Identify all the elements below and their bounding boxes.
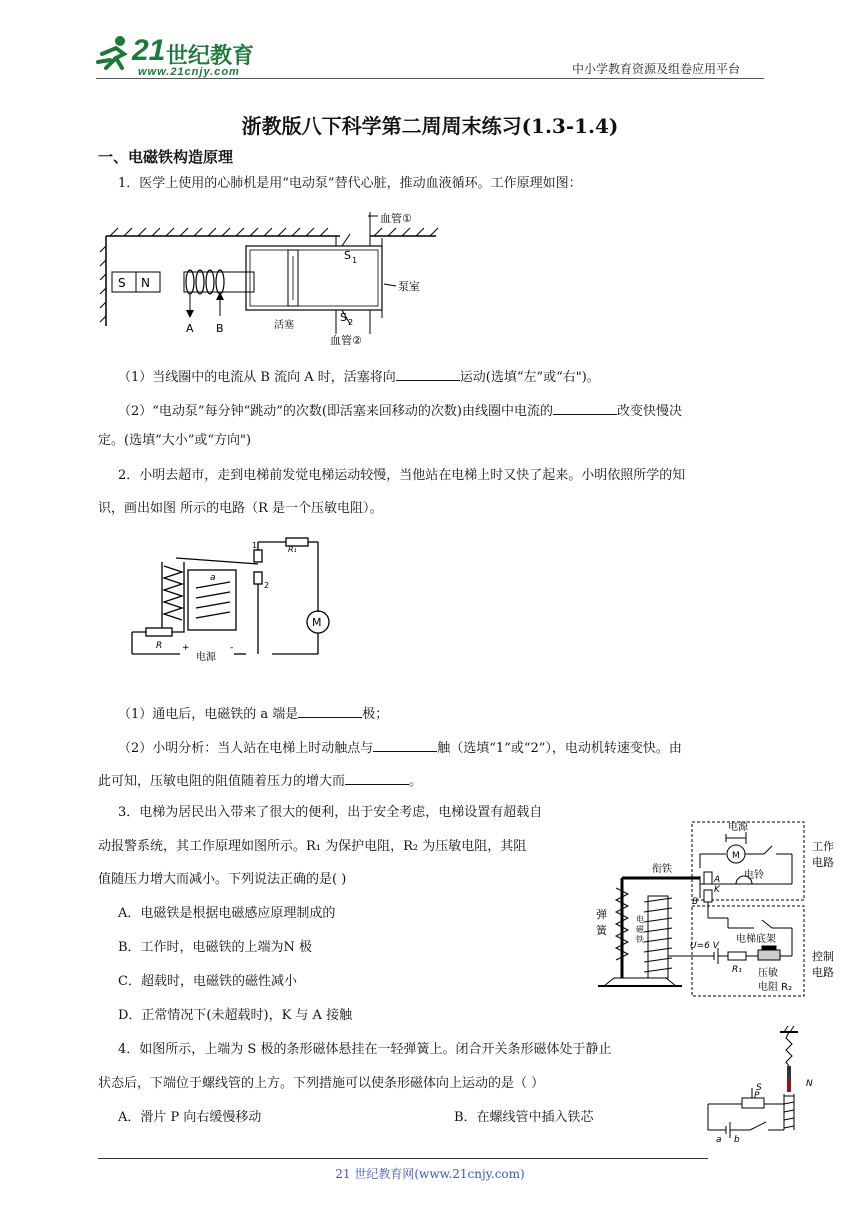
q4-figure <box>702 1024 822 1144</box>
svg-text:B: B <box>692 897 699 907</box>
answer-blank[interactable] <box>373 737 437 752</box>
svg-text:1: 1 <box>352 256 358 265</box>
svg-text:铁: 铁 <box>636 935 644 944</box>
svg-text:血管①: 血管① <box>380 212 412 225</box>
q3-stem-line2: 动报警系统，其工作原理如图所示。R₁ 为保护电阻，R₂ 为压敏电阻，其阻 <box>98 839 527 854</box>
svg-text:K: K <box>714 885 720 895</box>
svg-text:电: 电 <box>636 915 644 924</box>
svg-text:泵室: 泵室 <box>398 280 420 293</box>
svg-text:电阻 R₂: 电阻 R₂ <box>758 982 793 993</box>
svg-text:N: N <box>141 276 150 290</box>
svg-text:A: A <box>186 322 194 335</box>
svg-text:衔铁: 衔铁 <box>652 864 672 875</box>
svg-text:弹: 弹 <box>596 908 607 921</box>
q4-stem-line1: 4．如图所示，上端为 S 极的条形磁体悬挂在一轻弹簧上。闭合开关条形磁体处于静止 <box>118 1042 612 1057</box>
header-divider <box>96 78 764 79</box>
svg-text:a: a <box>210 573 216 583</box>
q3-stem-line1: 3．电梯为居民出入带来了很大的便利，出于安全考虑，电梯设置有超载自 <box>118 805 543 820</box>
header-logo <box>94 34 264 78</box>
q3-option-a[interactable]: A．电磁铁是根据电磁感应原理制成的 <box>118 906 336 921</box>
q3-option-b[interactable]: B．工作时，电磁铁的上端为N 极 <box>118 940 313 955</box>
svg-text:磁: 磁 <box>636 925 644 934</box>
svg-text:R₁: R₁ <box>288 545 297 554</box>
svg-text:电路: 电路 <box>812 856 834 869</box>
svg-text:A: A <box>714 875 721 885</box>
svg-text:S: S <box>344 249 351 262</box>
svg-text:a: a <box>716 1135 722 1144</box>
answer-blank[interactable] <box>553 400 617 415</box>
q2-stem-line1: 2．小明去超市，走到电梯前发觉电梯运动较慢，当他站在电梯上时又快了起来。小明依照所学的知 <box>118 468 686 483</box>
svg-text:P: P <box>754 1091 760 1101</box>
svg-text:N: N <box>806 1079 813 1089</box>
footer-text[interactable]: 21 世纪教育网(www.21cnjy.com) <box>335 1167 525 1181</box>
svg-text:-: - <box>230 643 234 653</box>
svg-text:电源: 电源 <box>728 822 748 833</box>
q4-stem-line2: 状态后，下端位于螺线管的上方。下列措施可以使条形磁体向上运动的是（ ） <box>98 1076 545 1091</box>
svg-text:b: b <box>734 1135 740 1144</box>
header-right-text: 中小学教育资源及组卷应用平台 <box>572 62 741 76</box>
svg-text:+: + <box>182 643 190 653</box>
q2-sub2-cont: 此可知，压敏电阻的阻值随着压力的增大而 。 <box>98 770 422 792</box>
svg-text:活塞: 活塞 <box>274 320 294 331</box>
q3-option-c[interactable]: C．超载时，电磁铁的磁性减小 <box>118 974 297 989</box>
logo-number: 21 <box>132 34 166 67</box>
footer-divider <box>98 1158 708 1159</box>
svg-text:控制: 控制 <box>812 950 834 963</box>
runner-logo-icon <box>94 34 132 74</box>
svg-text:S: S <box>340 311 347 324</box>
svg-text:U=6 V: U=6 V <box>690 941 719 951</box>
q3-stem-line3: 值随压力增大而减小。下列说法正确的是( ) <box>98 872 347 887</box>
q1-stem: 1．医学上使用的心肺机是用“电动泵”替代心脏，推动血液循环。工作原理如图： <box>118 176 582 191</box>
svg-text:R₁: R₁ <box>732 965 742 975</box>
svg-text:簧: 簧 <box>596 924 607 937</box>
logo-text: 世纪教育 <box>166 44 255 69</box>
answer-blank[interactable] <box>345 770 409 785</box>
svg-text:2: 2 <box>264 581 270 590</box>
q1-figure <box>98 206 448 348</box>
q2-figure <box>122 536 342 666</box>
svg-text:S: S <box>118 276 126 290</box>
svg-text:M: M <box>312 616 322 629</box>
svg-text:R: R <box>156 641 163 651</box>
answer-blank[interactable] <box>396 366 460 381</box>
q4-option-a[interactable]: A．滑片 P 向右缓慢移动 <box>118 1110 262 1125</box>
q1-sub1: （1）当线圈中的电流从 B 流向 A 时，活塞将向 运动(选填“左”或“右")。 <box>118 366 600 388</box>
svg-text:电路: 电路 <box>812 966 834 979</box>
svg-text:电铃: 电铃 <box>744 870 764 881</box>
svg-text:2: 2 <box>348 318 354 327</box>
q2-sub2: （2）小明分析：当人站在电梯上时动触点与 触（选填“1”或“2”），电动机转速变快。由 <box>118 737 682 759</box>
q2-sub1: （1）通电后，电磁铁的 a 端是 极； <box>118 703 388 725</box>
svg-text:压敏: 压敏 <box>758 968 778 979</box>
svg-text:电源: 电源 <box>196 652 216 663</box>
svg-text:电梯底架: 电梯底架 <box>736 934 776 945</box>
section-heading: 一、电磁铁构造原理 <box>98 148 234 166</box>
svg-text:血管②: 血管② <box>330 334 362 347</box>
q1-sub2: （2）“电动泵”每分钟“跳动”的次数(即活塞来回移动的次数)由线圈中电流的 改变快慢决 <box>118 400 682 422</box>
svg-text:工作: 工作 <box>812 840 834 853</box>
answer-blank[interactable] <box>298 703 362 718</box>
q4-option-b[interactable]: B．在螺线管中插入铁芯 <box>454 1110 594 1125</box>
logo-url: www.21cnjy.com <box>138 66 240 78</box>
svg-text:S: S <box>756 1083 762 1093</box>
svg-text:B: B <box>216 322 224 335</box>
q1-sub2-cont: 定。(选填“大小”或“方向") <box>98 433 252 448</box>
q3-option-d[interactable]: D．正常情况下(未超载时)，K 与 A 接触 <box>118 1008 353 1023</box>
q2-stem-line2: 识，画出如图 所示的电路（R 是一个压敏电阻）。 <box>98 501 383 516</box>
q3-figure <box>596 818 848 1006</box>
page-title: 浙教版八下科学第二周周末练习(1.3-1.4) <box>241 114 619 138</box>
svg-text:1: 1 <box>252 541 258 550</box>
svg-text:M: M <box>732 851 740 861</box>
